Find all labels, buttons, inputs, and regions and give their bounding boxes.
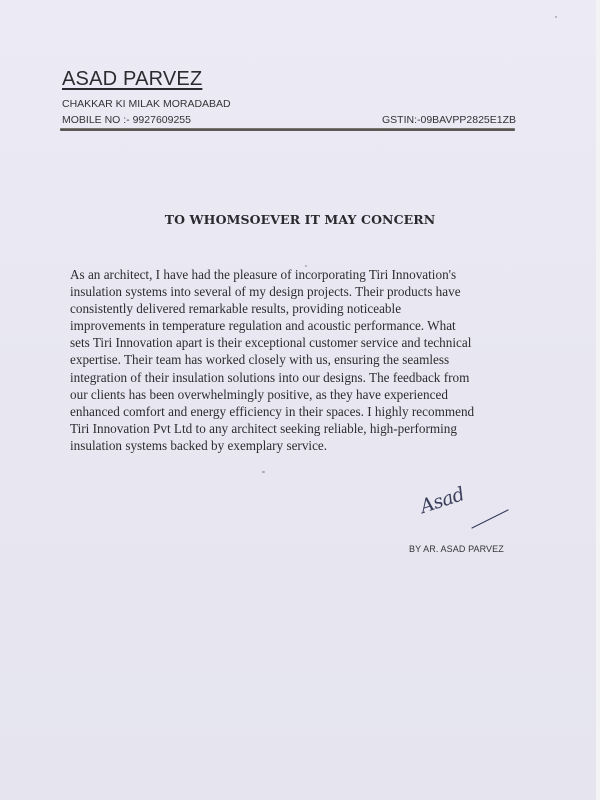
- body-line: Tiri Innovation Pvt Ltd to any architect seeking reliable, high-performing: [70, 420, 457, 436]
- body-line: improvements in temperature regulation and acoustic performance. What: [70, 318, 456, 334]
- letterhead-name: ASAD PARVEZ: [62, 68, 203, 90]
- body-line: enhanced comfort and energy efficiency in their spaces. I highly recommend: [70, 403, 475, 419]
- page-edge: [596, 0, 600, 800]
- letterhead-address: CHAKKAR KI MILAK MORADABAD: [62, 98, 231, 110]
- handwritten-signature: [417, 483, 512, 536]
- letterhead-mobile: MOBILE NO :- 9927609255: [62, 114, 191, 126]
- letterhead-gstin: GSTIN:-09BAVPP2825E1ZB: [382, 114, 517, 126]
- scan-speck: [262, 471, 265, 473]
- letter-title: TO WHOMSOEVER IT MAY CONCERN: [164, 212, 436, 227]
- letter-body: [70, 266, 520, 454]
- letterhead-divider: [60, 128, 515, 131]
- body-line: expertise. Their team has worked closely with us, ensuring the seamless: [70, 352, 450, 368]
- scan-speck: [555, 16, 557, 18]
- signature-text: Asad: [417, 483, 468, 518]
- signed-by-label: BY AR. ASAD PARVEZ: [409, 544, 504, 554]
- signature-underline: [422, 492, 512, 536]
- signature-stroke: [472, 510, 508, 528]
- body-line: As an architect, I have had the pleasure of incorporating Tiri Innovation's: [70, 267, 457, 282]
- body-line: insulation systems into several of my design projects. Their products have: [70, 284, 461, 300]
- body-line: integration of their insulation solutions into our designs. The feedback from: [70, 369, 470, 385]
- scan-speck: [305, 265, 307, 267]
- body-line: consistently delivered remarkable results, providing noticeable: [70, 301, 402, 317]
- body-line: our clients has been overwhelmingly positive, as they have experienced: [70, 386, 448, 402]
- body-line: sets Tiri Innovation apart is their exceptional customer service and technical: [70, 335, 472, 351]
- body-line: insulation systems backed by exemplary service.: [70, 437, 328, 453]
